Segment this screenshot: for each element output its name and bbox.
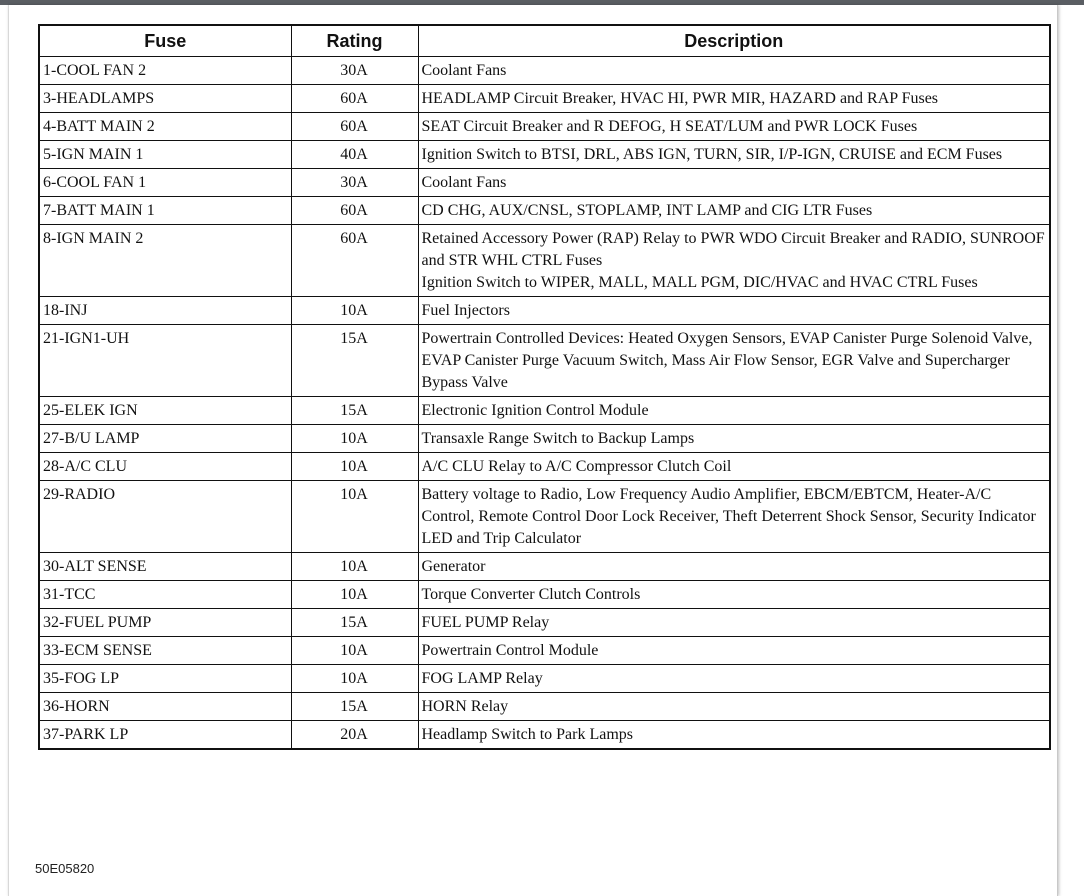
fuse-table (38, 24, 1051, 750)
description-cell (418, 665, 1050, 693)
table-row (39, 693, 1050, 721)
rating-cell: 10A (291, 637, 418, 665)
description-cell (418, 581, 1050, 609)
description-line: Powertrain Control Module (421, 642, 599, 659)
rating-cell: 15A (291, 693, 418, 721)
fuse-cell: 35-FOG LP (39, 665, 291, 693)
table-row (39, 397, 1050, 425)
description-line: Generator (421, 558, 486, 575)
description-line: HORN Relay (421, 698, 509, 715)
table-row (39, 553, 1050, 581)
fuse-cell: 7-BATT MAIN 1 (39, 197, 291, 225)
fuse-cell: 6-COOL FAN 1 (39, 169, 291, 197)
table-row (39, 85, 1050, 113)
fuse-cell: 31-TCC (39, 581, 291, 609)
rating-cell: 10A (291, 581, 418, 609)
description-cell (418, 197, 1050, 225)
fuse-cell: 27-B/U LAMP (39, 425, 291, 453)
table-row (39, 425, 1050, 453)
rating-cell: 15A (291, 609, 418, 637)
description-line: Coolant Fans (421, 174, 507, 191)
fuse-cell: 21-IGN1-UH (39, 325, 291, 397)
table-row (39, 297, 1050, 325)
fuse-cell: 37-PARK LP (39, 721, 291, 750)
description-cell (418, 141, 1050, 169)
table-row (39, 637, 1050, 665)
table-row (39, 325, 1050, 397)
header-fuse: Fuse (39, 25, 291, 57)
fuse-cell: 1-COOL FAN 2 (39, 57, 291, 85)
table-row (39, 609, 1050, 637)
rating-cell: 30A (291, 169, 418, 197)
fuse-cell: 18-INJ (39, 297, 291, 325)
rating-cell: 60A (291, 113, 418, 141)
description-line: Torque Converter Clutch Controls (421, 586, 641, 603)
description-line: Fuel Injectors (421, 302, 510, 319)
rating-cell: 40A (291, 141, 418, 169)
table-row (39, 453, 1050, 481)
description-cell (418, 609, 1050, 637)
table-row (39, 665, 1050, 693)
fuse-cell: 8-IGN MAIN 2 (39, 225, 291, 297)
description-line: Headlamp Switch to Park Lamps (421, 726, 634, 743)
rating-cell: 10A (291, 665, 418, 693)
fuse-cell: 33-ECM SENSE (39, 637, 291, 665)
description-cell (418, 225, 1050, 297)
fuse-cell: 25-ELEK IGN (39, 397, 291, 425)
description-cell (418, 637, 1050, 665)
description-cell (418, 721, 1050, 750)
rating-cell: 60A (291, 85, 418, 113)
rating-cell: 10A (291, 425, 418, 453)
figure-label: 50E05820 (35, 861, 95, 876)
description-line: FUEL PUMP Relay (421, 614, 550, 631)
description-line: A/C CLU Relay to A/C Compressor Clutch Coil (421, 458, 732, 475)
fuse-cell: 28-A/C CLU (39, 453, 291, 481)
table-row (39, 197, 1050, 225)
description-cell (418, 397, 1050, 425)
description-line: Electronic Ignition Control Module (421, 402, 649, 419)
description-line: Ignition Switch to BTSI, DRL, ABS IGN, TURN, SIR, I/P-IGN, CRUISE and ECM Fuses (421, 146, 1003, 163)
description-cell (418, 85, 1050, 113)
table-row (39, 113, 1050, 141)
description-cell (418, 297, 1050, 325)
table-row (39, 581, 1050, 609)
fuse-cell: 32-FUEL PUMP (39, 609, 291, 637)
table-row (39, 57, 1050, 85)
fuse-cell: 36-HORN (39, 693, 291, 721)
description-cell (418, 169, 1050, 197)
table-row (39, 481, 1050, 553)
fuse-cell: 3-HEADLAMPS (39, 85, 291, 113)
rating-cell: 10A (291, 481, 418, 553)
description-cell (418, 113, 1050, 141)
description-line: Powertrain Controlled Devices: Heated Oxygen Sensors, EVAP Canister Purge Solenoid Valve, EVAP Canister Purge Vacuum Switch, Mass Air Flow Sensor, EGR Valve and Supercharger Bypass Valve (421, 330, 1033, 391)
description-line: FOG LAMP Relay (421, 670, 543, 687)
description-line: Coolant Fans (421, 62, 507, 79)
table-row (39, 141, 1050, 169)
description-cell (418, 481, 1050, 553)
description-line: Battery voltage to Radio, Low Frequency Audio Amplifier, EBCM/EBTCM, Heater-A/C Control, Remote Control Door Lock Receiver, Theft Deterrent Shock Sensor, Security Indicator LED and Trip Calculator (421, 486, 1036, 547)
description-cell (418, 57, 1050, 85)
document-page (8, 5, 1058, 896)
rating-cell: 60A (291, 225, 418, 297)
rating-cell: 15A (291, 397, 418, 425)
header-rating: Rating (291, 25, 418, 57)
description-line: CD CHG, AUX/CNSL, STOPLAMP, INT LAMP and CIG LTR Fuses (421, 202, 873, 219)
description-cell (418, 325, 1050, 397)
description-line: Retained Accessory Power (RAP) Relay to PWR WDO Circuit Breaker and RADIO, SUNROOF and STR WHL CTRL Fuses (421, 230, 1045, 269)
table-row (39, 169, 1050, 197)
description-line: SEAT Circuit Breaker and R DEFOG, H SEAT/LUM and PWR LOCK Fuses (421, 118, 918, 135)
fuse-cell: 5-IGN MAIN 1 (39, 141, 291, 169)
rating-cell: 30A (291, 57, 418, 85)
description-cell (418, 553, 1050, 581)
description-cell (418, 425, 1050, 453)
rating-cell: 15A (291, 325, 418, 397)
table-row (39, 721, 1050, 750)
rating-cell: 10A (291, 297, 418, 325)
description-line: HEADLAMP Circuit Breaker, HVAC HI, PWR MIR, HAZARD and RAP Fuses (421, 90, 939, 107)
fuse-cell: 29-RADIO (39, 481, 291, 553)
table-header-row (39, 25, 1050, 57)
rating-cell: 20A (291, 721, 418, 750)
description-line: Transaxle Range Switch to Backup Lamps (421, 430, 695, 447)
table-row (39, 225, 1050, 297)
rating-cell: 60A (291, 197, 418, 225)
description-line: Ignition Switch to WIPER, MALL, MALL PGM, DIC/HVAC and HVAC CTRL Fuses (421, 274, 978, 291)
fuse-cell: 4-BATT MAIN 2 (39, 113, 291, 141)
description-cell (418, 453, 1050, 481)
fuse-cell: 30-ALT SENSE (39, 553, 291, 581)
description-cell (418, 693, 1050, 721)
header-description: Description (418, 25, 1050, 57)
rating-cell: 10A (291, 453, 418, 481)
rating-cell: 10A (291, 553, 418, 581)
